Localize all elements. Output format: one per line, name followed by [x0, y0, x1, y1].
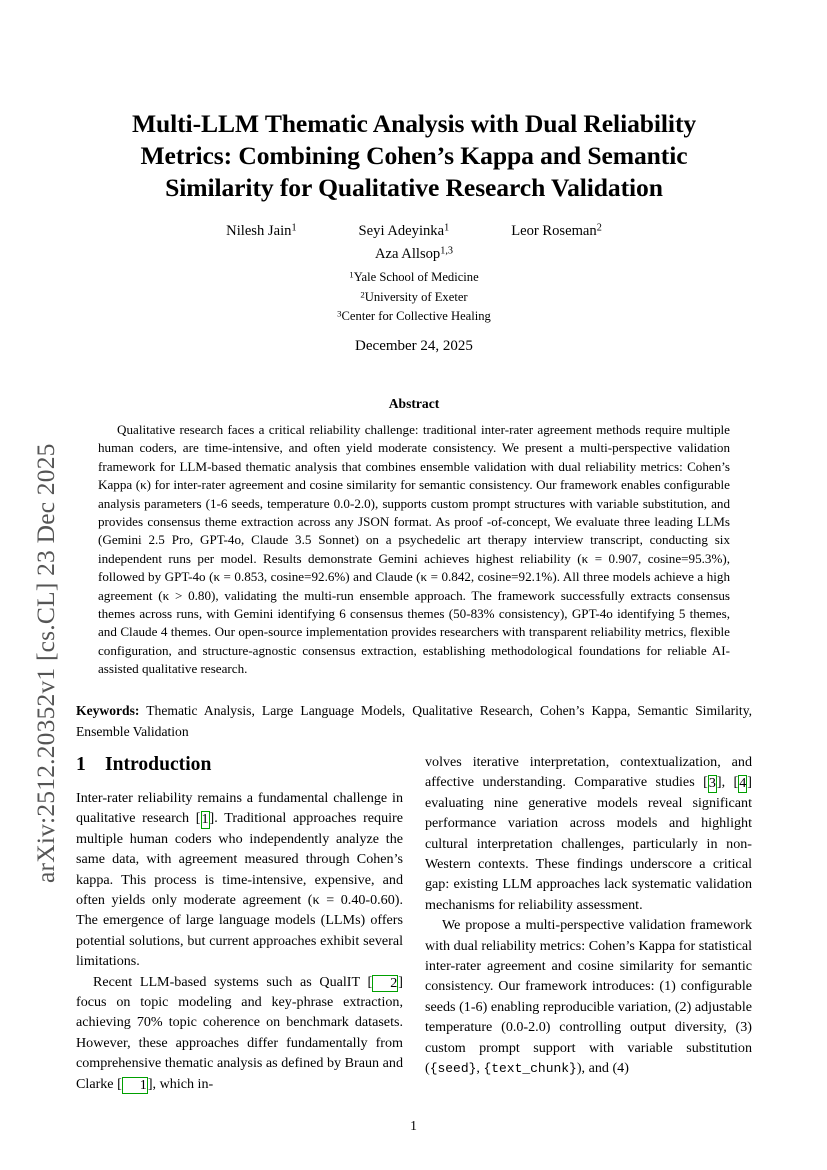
title-block — [98, 108, 730, 204]
column-right — [425, 752, 752, 1132]
publication-date: December 24, 2025 — [355, 338, 473, 354]
affiliations-block — [98, 268, 730, 327]
abstract-block — [98, 396, 730, 679]
citation-link[interactable]: 1 — [122, 1077, 148, 1094]
column-left — [76, 752, 403, 1132]
section-title: Introduction — [105, 754, 212, 775]
citation-link[interactable]: 2 — [372, 975, 398, 992]
affiliation-marker: 3 — [337, 308, 342, 319]
citation-link[interactable]: 4 — [739, 775, 747, 792]
citation-link[interactable]: 1 — [201, 811, 209, 828]
affiliation-item — [98, 288, 730, 308]
author-entry — [359, 220, 450, 242]
author-name: Seyi Adeyinka — [358, 223, 445, 239]
author-row-secondary — [98, 243, 730, 265]
body-paragraph: Recent LLM-based systems such as QualIT [ 2] focus on topic modeling and key-phrase extraction, achieving 70% topic coherence on benchmark datasets. However, these approaches differ fundamentally from comprehensive thematic analysis as defined by Braun and Clarke [ 1], which in- — [76, 973, 403, 1093]
section-number: 1 — [76, 754, 86, 775]
keywords-label: Keywords: — [76, 703, 140, 718]
affiliation-marker: 2 — [360, 288, 365, 299]
author-row-primary — [98, 220, 730, 242]
author-name: Leor Roseman — [511, 223, 597, 239]
body-columns — [76, 752, 752, 1132]
arxiv-stamp-text: arXiv:2512.20352v1 [cs.CL] 23 Dec 2025 — [31, 443, 60, 883]
page-title: Multi-LLM Thematic Analysis with Dual Reliability Metrics: Combining Cohen’s Kappa and Semantic Similarity for Qualitative Research Validation — [131, 109, 697, 202]
section-heading — [76, 752, 403, 778]
author-affiliation-marker: 2 — [596, 222, 602, 234]
body-paragraph: volves iterative interpretation, contextualization, and affective understanding. Comparative studies [3], [4] evaluating nine generative models reveal significant performance variation across models and highlight cultural interpretation challenges, particularly in non-Western contexts. These findings underscore a critical gap: existing LLM approaches lack systematic validation mechanisms for reliability assessment. — [425, 754, 752, 913]
keywords-block — [76, 700, 752, 742]
abstract-text: Qualitative research faces a critical reliability challenge: traditional inter-rater agreement methods require multiple human coders, are time-intensive, and often yield moderate consistency. We present a multi-perspective validation framework for LLM-based thematic analysis that combines ensemble validation with dual reliability metrics: Cohen’s Kappa (κ) for inter-rater agreement and cosine similarity for semantic consistency. Our framework enables configurable analysis parameters (1-6 seeds, temperature 0.0-2.0), supports custom prompt structures with variable substitution, and provides consensus theme extraction across any JSON format. As proof -of-concept, We evaluate three leading LLMs (Gemini 2.5 Pro, GPT-4o, Claude 3.5 Sonnet) on a psychedelic art therapy interview transcript, conducting six independent runs per model. Results demonstrate Gemini achieves highest reliability (κ = 0.907, cosine=95.3%), followed by GPT-4o (κ = 0.853, cosine=92.6%) and Claude (κ = 0.842, cosine=92.1%). All three models achieve a high agreement (κ > 0.80), validating the multi-run ensemble approach. The framework successfully extracts consensus themes across runs, with Gemini identifying 6 consensus themes (50-83% consistency), GPT-4o identifying 5 themes, and Claude 4 themes. Our open-source implementation provides researchers with transparent reliability metrics, flexible configuration, and structure-agnostic consensus extraction, establishing methodological foundations for reliable AI-assisted qualitative research. — [98, 422, 730, 677]
author-entry — [511, 220, 602, 242]
keywords-text: Thematic Analysis, Large Language Models, Qualitative Research, Cohen’s Kappa, Semantic Similarity, Ensemble Validation — [76, 703, 753, 739]
affiliation-item — [98, 307, 730, 327]
column-right-body — [425, 752, 752, 1080]
page-number: 1 — [410, 1118, 417, 1133]
affiliation-item — [98, 268, 730, 288]
author-entry — [375, 246, 453, 262]
abstract-heading: Abstract — [388, 396, 440, 411]
authors-block — [98, 220, 730, 265]
author-affiliation-marker: 1 — [291, 222, 297, 234]
author-affiliation-marker: 1 — [444, 222, 450, 234]
affiliation-name: Yale School of Medicine — [353, 270, 479, 284]
author-affiliation-marker: 1,3 — [440, 245, 454, 257]
column-left-body — [76, 788, 403, 1094]
affiliation-name: Center for Collective Healing — [341, 309, 491, 324]
author-name: Aza Allsop — [374, 246, 441, 262]
body-paragraph: Inter-rater reliability remains a fundamental challenge in qualitative research [1]. Traditional approaches require multiple human coders who independently analyze the same data, with agreement measured through Cohen’s kappa. This process is time-intensive, expensive, and often yields only moderate agreement (κ = 0.40-0.60). The emergence of large language models (LLMs) offers potential solutions, but current approaches exhibit several limitations. — [76, 790, 403, 970]
affiliation-name: University of Exeter — [364, 289, 468, 304]
author-name: Nilesh Jain — [226, 223, 292, 239]
inline-code: {text_chunk} — [483, 1061, 577, 1077]
affiliation-marker: 1 — [349, 269, 354, 280]
body-paragraph: We propose a multi-perspective validation framework with dual reliability metrics: Cohen’s Kappa for statistical inter-rater agreement and cosine similarity for semantic consistency. Our framework introduces: (1) configurable seeds (1-6) enabling reproducible variation, (2) adjustable temperature (0.0-2.0) controlling output diversity, (3) custom prompt support with variable substitution ({seed}, {text_chunk}), and (4) — [425, 917, 752, 1077]
inline-code: {seed} — [429, 1061, 477, 1077]
author-entry — [226, 220, 296, 242]
citation-link[interactable]: 3 — [708, 775, 716, 792]
